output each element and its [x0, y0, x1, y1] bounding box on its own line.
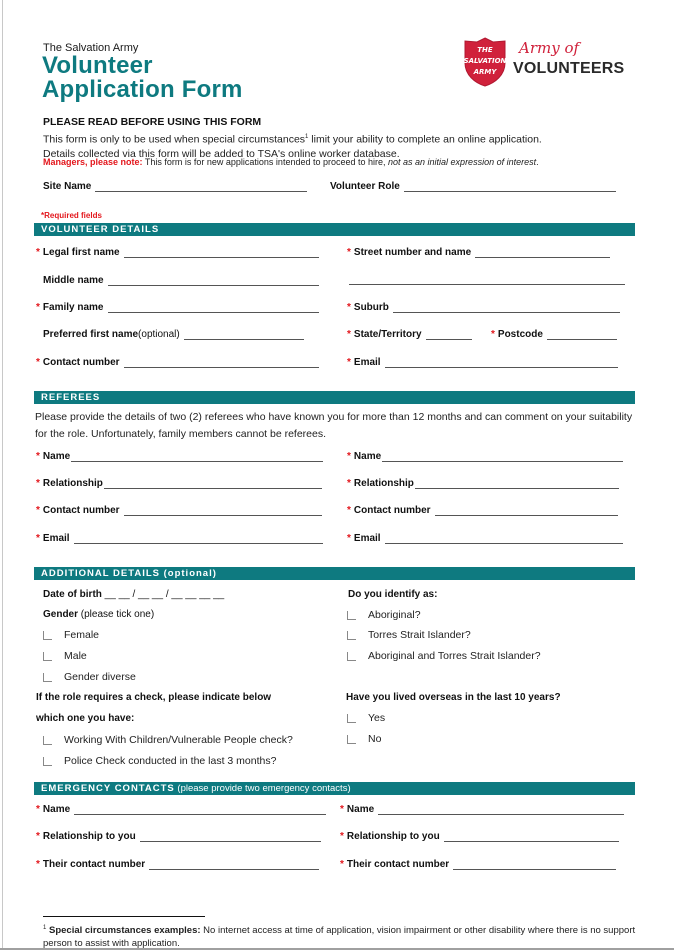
checkbox-icon[interactable]	[347, 631, 356, 640]
option-label: Aboriginal and Torres Strait Islander?	[368, 650, 541, 662]
field-label: State/Territory	[353, 329, 422, 340]
emergency-1-relationship-input[interactable]	[140, 832, 321, 842]
emergency-heading: EMERGENCY CONTACTS	[41, 783, 175, 794]
aboriginal-checkbox[interactable]	[347, 609, 421, 621]
gender-label	[43, 609, 154, 620]
volunteer-role-field	[330, 181, 616, 192]
checkbox-icon[interactable]	[347, 735, 356, 744]
footnote-label: Special circumstances examples:	[46, 925, 201, 937]
postcode-input[interactable]	[547, 330, 617, 340]
site-name-field	[43, 181, 307, 192]
section-volunteer-details: VOLUNTEER DETAILS	[34, 223, 635, 236]
option-label: Female	[64, 629, 100, 641]
field-label: Name	[353, 451, 382, 462]
gender-diverse-checkbox[interactable]	[43, 671, 136, 683]
family-name-input[interactable]	[108, 303, 319, 313]
field-label: Street number and name	[353, 247, 472, 258]
referees-description: Please provide the details of two (2) referees who have known you for more than 12 months and can comment on your suitability for the role. Unfortunately, family members cannot be referees.	[35, 411, 633, 440]
shield-text-1: THE	[477, 46, 493, 54]
emergency-1-name-field	[36, 804, 326, 815]
field-label: Email	[353, 533, 381, 544]
field-label: Relationship to you	[346, 831, 440, 842]
checkbox-icon[interactable]	[43, 757, 52, 766]
checkbox-icon[interactable]	[347, 611, 356, 620]
field-label: Relationship	[42, 478, 103, 489]
footnote-divider	[43, 916, 205, 917]
field-label: Contact number	[353, 505, 431, 516]
overseas-no-checkbox[interactable]	[347, 733, 381, 745]
emergency-1-contact-input[interactable]	[149, 860, 319, 870]
intro-line-1b: limit your ability to complete an online application.	[308, 133, 542, 146]
required-star: *	[491, 329, 495, 340]
emergency-2-relationship-field	[340, 831, 619, 842]
required-star: *	[36, 505, 40, 516]
field-label: Name	[42, 451, 71, 462]
referee-2-contact-input[interactable]	[435, 506, 618, 516]
required-note: *Required fields	[41, 211, 102, 220]
state-field	[347, 329, 472, 340]
referee-2-email-input[interactable]	[385, 534, 623, 544]
field-label: Family name	[42, 302, 104, 313]
suburb-field	[347, 302, 620, 313]
field-label: Relationship to you	[42, 831, 136, 842]
contact-number-field	[36, 357, 319, 368]
required-star: *	[340, 859, 344, 870]
intro-text	[43, 130, 643, 161]
intro-line-1	[43, 130, 643, 147]
managers-note	[43, 157, 539, 167]
option-label: Male	[64, 650, 87, 662]
gender-label-text: Gender	[43, 609, 79, 620]
required-star: *	[36, 247, 40, 258]
gender-female-checkbox[interactable]	[43, 629, 99, 641]
footnote-text: No internet access at time of application, vision impairment or other disability where there is no support person to assist with application.	[43, 925, 636, 949]
wwc-check-checkbox[interactable]	[43, 734, 293, 746]
checkbox-icon[interactable]	[43, 652, 52, 661]
field-label: Their contact number	[42, 859, 146, 870]
intro-line-2: Details collected via this form will be added to TSA's online worker database.	[43, 147, 400, 160]
suburb-input[interactable]	[393, 303, 620, 313]
field-label: Suburb	[353, 302, 389, 313]
emergency-1-relationship-field	[36, 831, 321, 842]
site-name-label: Site Name	[43, 181, 92, 192]
required-star: *	[36, 804, 40, 815]
org-name: The Salvation Army	[43, 42, 139, 54]
required-star: *	[347, 533, 351, 544]
required-star: *	[347, 329, 351, 340]
referee-2-name-input[interactable]	[382, 452, 623, 462]
emergency-heading-sub: (please provide two emergency contacts)	[174, 783, 351, 794]
checkbox-icon[interactable]	[43, 631, 52, 640]
check-question-line-2: which one you have:	[36, 713, 135, 724]
referee-2-relationship-input[interactable]	[415, 479, 619, 489]
required-star: *	[347, 247, 351, 258]
managers-italic: not as an initial expression of interest	[388, 157, 537, 167]
checkbox-icon[interactable]	[43, 673, 52, 682]
referee-2-name-field	[347, 451, 623, 462]
shield-text-3: ARMY	[473, 68, 497, 76]
field-label: Contact number	[42, 357, 120, 368]
option-label: No	[368, 733, 382, 745]
police-check-checkbox[interactable]	[43, 755, 276, 767]
family-name-field	[36, 302, 319, 313]
referee-2-relationship-field	[347, 478, 619, 489]
footnote-ref: 1	[305, 134, 309, 140]
field-label: Preferred first name	[43, 329, 139, 340]
required-star: *	[36, 357, 40, 368]
field-label: Relationship	[353, 478, 414, 489]
emergency-2-name-input[interactable]	[378, 805, 624, 815]
option-label: Gender diverse	[64, 671, 136, 683]
title-line-1: Volunteer	[42, 52, 153, 79]
middle-name-field	[43, 275, 319, 286]
required-star: *	[347, 451, 351, 462]
middle-name-input[interactable]	[108, 276, 319, 286]
postcode-field	[491, 329, 617, 340]
overseas-question: Have you lived overseas in the last 10 years?	[346, 692, 561, 703]
emergency-1-contact-field	[36, 859, 319, 870]
required-star: *	[36, 831, 40, 842]
option-label: Yes	[368, 712, 386, 724]
emergency-2-contact-field	[340, 859, 616, 870]
referee-1-contact-field	[36, 505, 322, 516]
site-name-input[interactable]	[95, 182, 307, 192]
field-label: Legal first name	[42, 247, 120, 258]
field-label: Middle name	[43, 275, 104, 286]
street-input[interactable]	[475, 248, 610, 258]
page-title	[42, 54, 243, 102]
field-label: Name	[42, 804, 71, 815]
referee-2-contact-field	[347, 505, 618, 516]
emergency-2-contact-input[interactable]	[453, 860, 616, 870]
dob-input[interactable]: __ __ / __ __ / __ __ __ __	[104, 589, 225, 600]
salvation-army-shield-icon	[463, 37, 507, 87]
overseas-yes-checkbox[interactable]	[347, 712, 385, 724]
street-line-2-field	[349, 275, 625, 285]
required-star: *	[340, 831, 344, 842]
section-referees: REFEREES	[34, 391, 635, 404]
identify-question: Do you identify as:	[348, 589, 438, 600]
referee-2-email-field	[347, 533, 623, 544]
shield-text-2: SALVATION	[463, 57, 507, 65]
option-label: Police Check conducted in the last 3 months?	[64, 755, 277, 767]
field-label: Contact number	[42, 505, 120, 516]
email-input[interactable]	[385, 358, 618, 368]
preferred-first-name-field	[43, 329, 304, 340]
volunteer-role-input[interactable]	[404, 182, 616, 192]
army-of-volunteers-logo	[463, 37, 635, 93]
dob-label: Date of birth	[43, 589, 102, 600]
referee-1-name-field	[36, 451, 323, 462]
check-question-line-1: If the role requires a check, please indicate below	[36, 692, 272, 703]
managers-text: This form is for new applications intended to proceed to hire,	[142, 157, 389, 167]
referee-1-relationship-field	[36, 478, 322, 489]
field-label: Postcode	[497, 329, 543, 340]
intro-line-1a: This form is only to be used when special circumstances	[43, 133, 306, 146]
state-input[interactable]	[426, 330, 472, 340]
required-star: *	[36, 302, 40, 313]
field-label: Email	[353, 357, 381, 368]
field-label: Their contact number	[346, 859, 450, 870]
required-star: *	[340, 804, 344, 815]
emergency-1-name-input[interactable]	[74, 805, 326, 815]
managers-label: Managers, please note:	[43, 157, 143, 167]
contact-number-input[interactable]	[124, 358, 319, 368]
legal-first-name-input[interactable]	[124, 248, 319, 258]
aboriginal-and-torres-strait-checkbox[interactable]	[347, 650, 541, 662]
footnote-number: 1	[43, 925, 47, 931]
optional-hint: (optional)	[138, 329, 180, 340]
referee-1-relationship-input[interactable]	[104, 479, 322, 489]
checkbox-icon[interactable]	[43, 736, 52, 745]
torres-strait-checkbox[interactable]	[347, 629, 471, 641]
logo-script: Army of	[519, 39, 580, 57]
title-line-2: Application Form	[42, 76, 243, 103]
legal-first-name-field	[36, 247, 319, 258]
checkbox-icon[interactable]	[347, 714, 356, 723]
referee-1-email-field	[36, 533, 323, 544]
emergency-2-name-field	[340, 804, 624, 815]
field-label: Email	[42, 533, 70, 544]
option-label: Working With Children/Vulnerable People check?	[64, 734, 293, 746]
field-label: Name	[346, 804, 375, 815]
option-label: Aboriginal?	[368, 609, 421, 621]
emergency-2-relationship-input[interactable]	[444, 832, 619, 842]
preferred-first-name-input[interactable]	[184, 330, 304, 340]
required-star: *	[347, 478, 351, 489]
page-edge	[2, 0, 3, 950]
dob-field	[43, 589, 224, 600]
street-field	[347, 247, 610, 258]
gender-male-checkbox[interactable]	[43, 650, 87, 662]
volunteer-role-label: Volunteer Role	[330, 181, 400, 192]
referee-1-contact-input[interactable]	[124, 506, 322, 516]
referee-1-email-input[interactable]	[74, 534, 323, 544]
street-line-2-input[interactable]	[349, 275, 625, 285]
gender-hint: (please tick one)	[78, 609, 155, 620]
logo-wordmark: VOLUNTEERS	[513, 60, 625, 77]
required-star: *	[36, 451, 40, 462]
required-star: *	[347, 505, 351, 516]
footnote	[43, 922, 643, 950]
required-star: *	[36, 478, 40, 489]
required-star: *	[36, 859, 40, 870]
required-star: *	[36, 533, 40, 544]
section-emergency-contacts	[34, 782, 635, 795]
email-field	[347, 357, 618, 368]
managers-end: .	[536, 157, 539, 167]
read-before-heading: PLEASE READ BEFORE USING THIS FORM	[43, 116, 262, 128]
section-additional-details: ADDITIONAL DETAILS (optional)	[34, 567, 635, 580]
checkbox-icon[interactable]	[347, 652, 356, 661]
option-label: Torres Strait Islander?	[368, 629, 471, 641]
required-star: *	[347, 357, 351, 368]
required-star: *	[347, 302, 351, 313]
referee-1-name-input[interactable]	[71, 452, 323, 462]
